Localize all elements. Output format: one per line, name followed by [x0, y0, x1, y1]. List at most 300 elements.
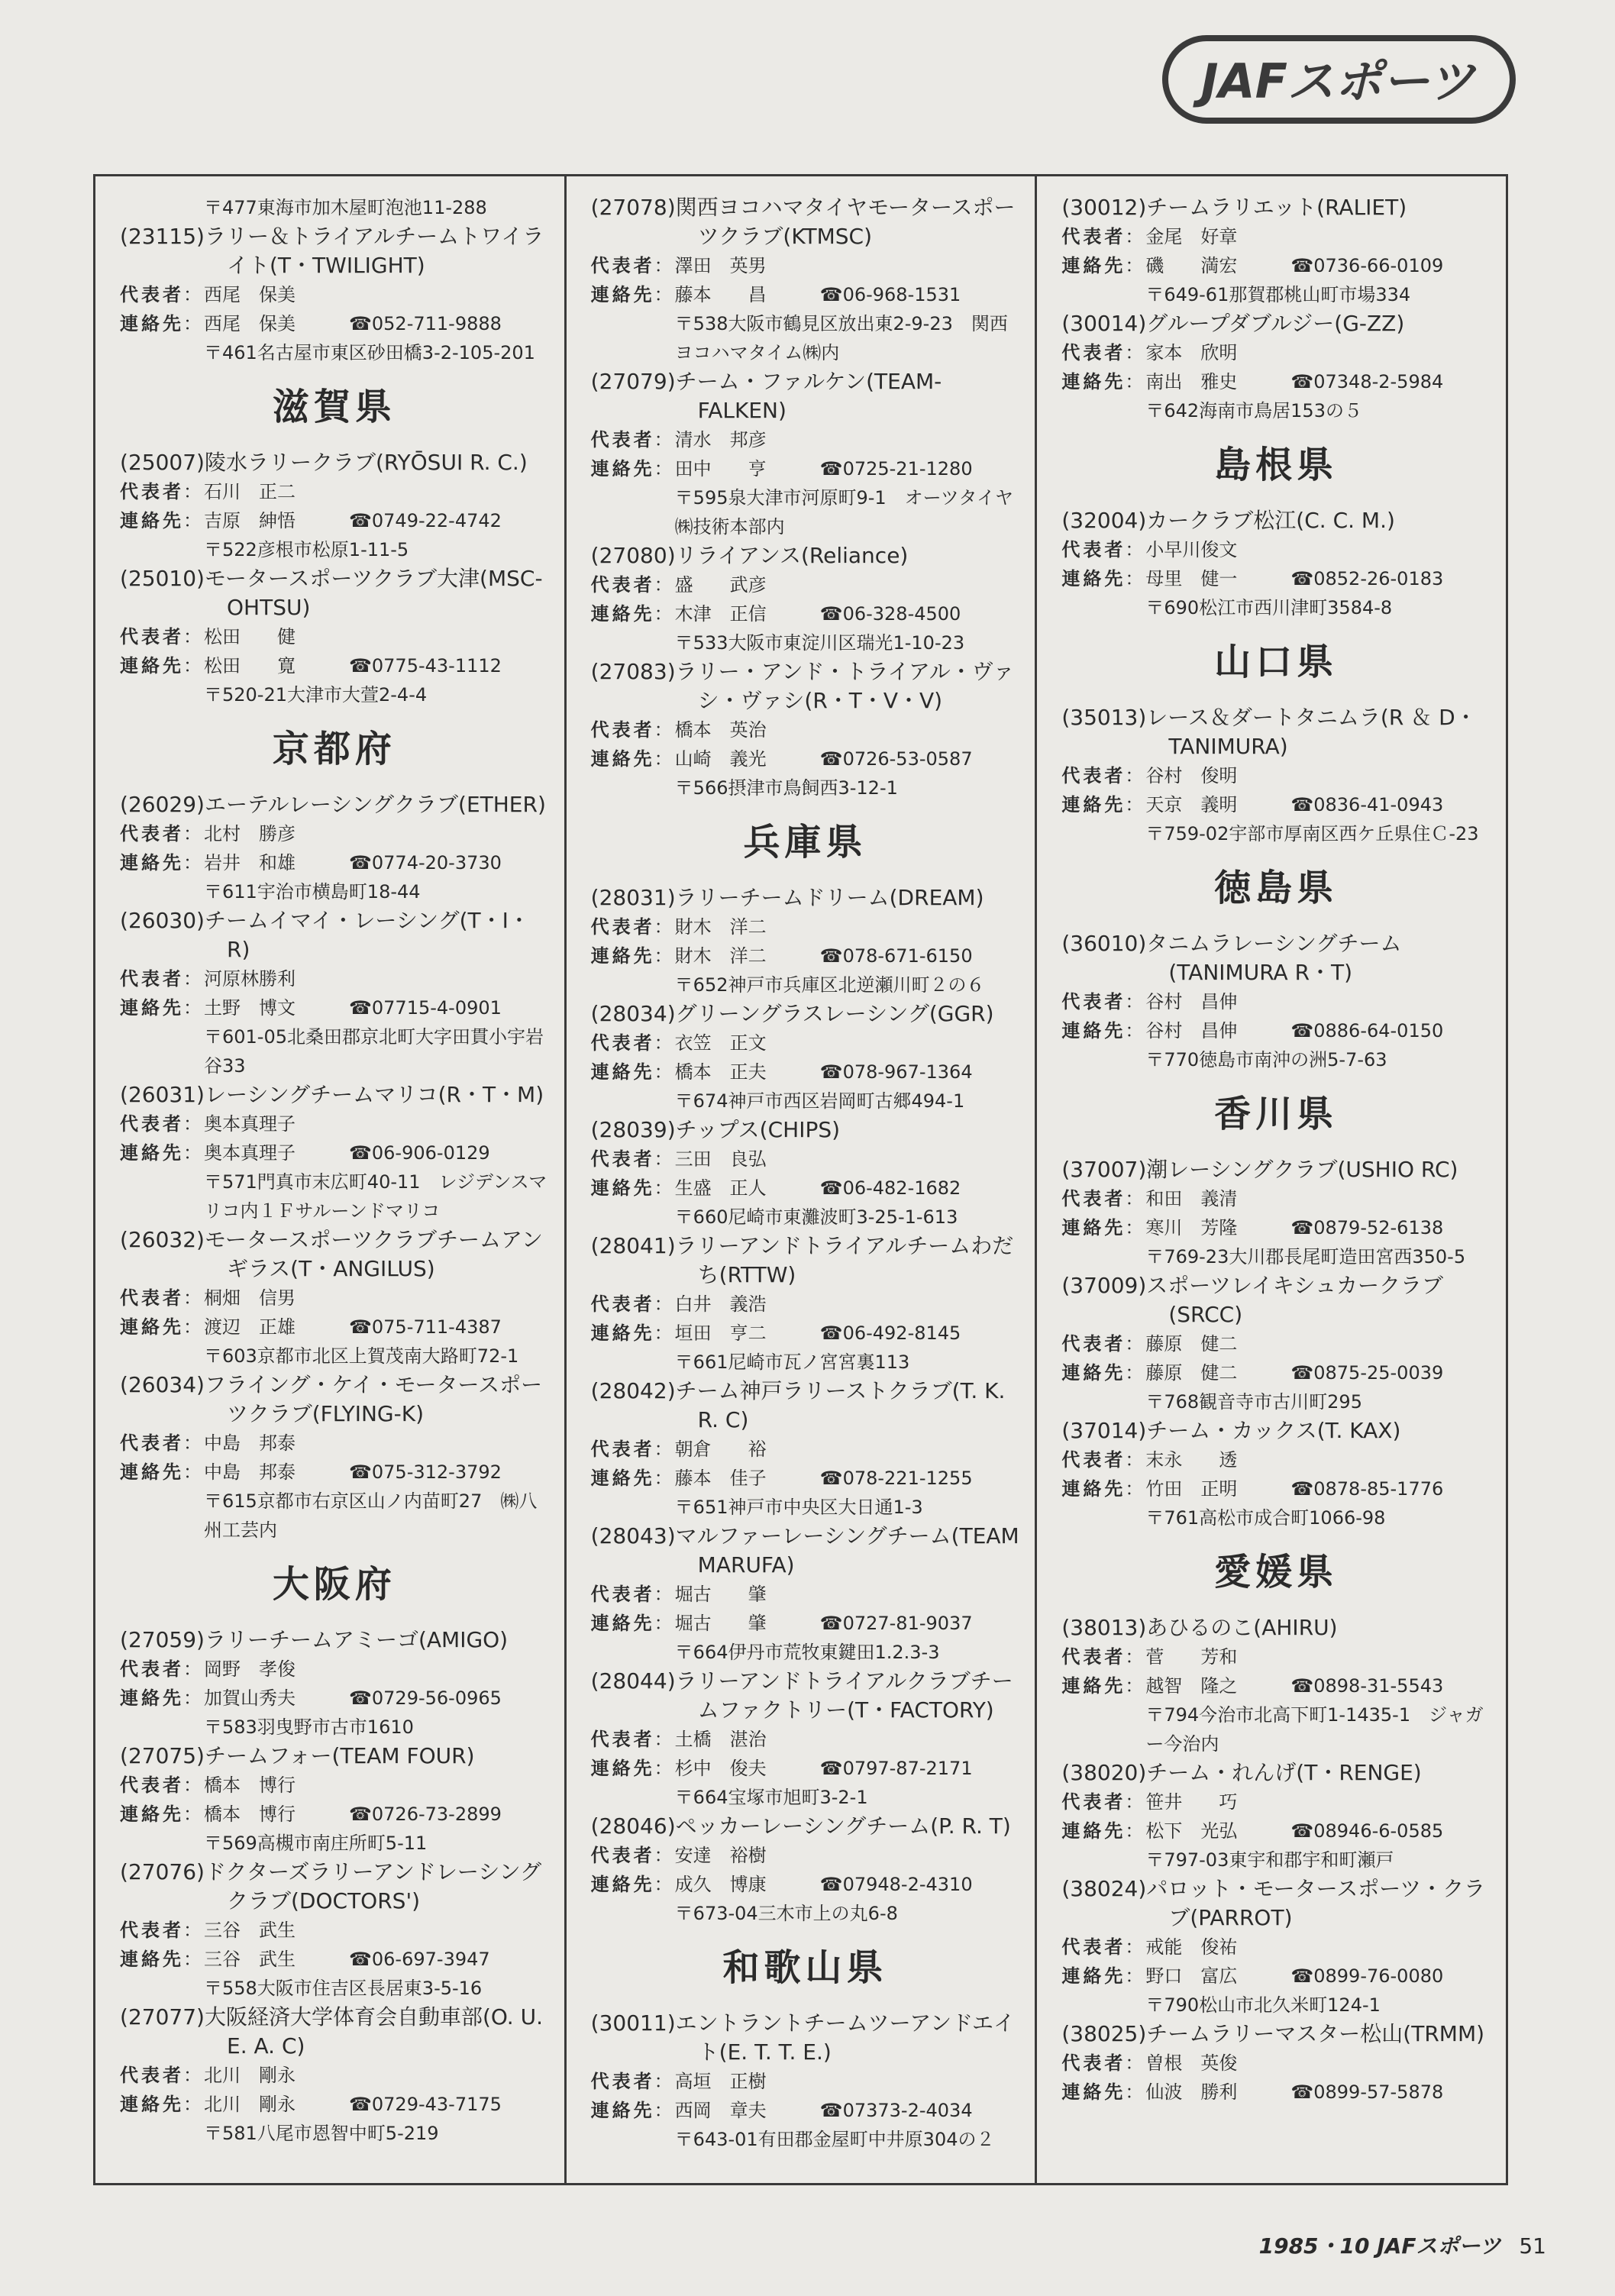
club-code-number: 28034 — [599, 1001, 667, 1026]
phone-number: ☎0879-52-6138 — [1290, 1217, 1444, 1238]
club-entry — [120, 790, 549, 906]
phone-number: ☎0797-87-2171 — [819, 1758, 973, 1779]
club-name — [591, 1232, 1020, 1290]
contact-name: 岩井 和雄 — [204, 852, 296, 874]
separator: ： — [654, 429, 673, 450]
club-code: (26034) — [120, 1372, 205, 1397]
address: 〒673-04三木市上の丸6-8 — [674, 1903, 898, 1924]
phone-number: ☎06-328-4500 — [819, 603, 961, 625]
representative-label: 代表者 — [1061, 1333, 1123, 1355]
separator: ： — [1125, 1478, 1144, 1500]
contact-name: 成久 博康 — [674, 1874, 767, 1895]
address: 〒522彦根市松原1-11-5 — [204, 539, 409, 560]
separator: ： — [654, 574, 673, 596]
separator: ： — [183, 1287, 202, 1309]
contact-name: 橋本 正夫 — [674, 1061, 767, 1083]
contact-label: 連絡先 — [1061, 1478, 1123, 1500]
contact-label: 連絡先 — [590, 945, 652, 967]
separator: ： — [654, 255, 673, 276]
separator: ： — [1125, 226, 1144, 247]
club-title: エーテルレーシングクラブ(ETHER) — [204, 792, 546, 817]
separator: ： — [183, 1142, 202, 1164]
representative-row — [591, 1725, 1020, 1754]
club-title: ラリー＆トライアルチームトワイライト(T・TWILIGHT) — [204, 224, 544, 278]
separator: ： — [183, 1461, 202, 1483]
contact-label: 連絡先 — [590, 458, 652, 480]
footer-issue: 1985・10 JAFスポーツ — [1258, 2233, 1501, 2259]
contact-name: 西尾 保美 — [204, 313, 296, 334]
club-code: (38020) — [1061, 1760, 1147, 1785]
phone-number: ☎06-697-3947 — [349, 1949, 490, 1970]
separator: ： — [183, 1774, 202, 1796]
contact-row — [1061, 251, 1491, 280]
phone-number: ☎0852-26-0183 — [1290, 568, 1444, 589]
separator: ： — [1125, 1936, 1144, 1958]
representative-row — [591, 912, 1020, 941]
separator: ： — [654, 1439, 673, 1460]
representative-name: 橋本 英治 — [674, 719, 767, 741]
contact-label: 連絡先 — [1061, 1217, 1123, 1238]
separator: ： — [183, 510, 202, 531]
phone-number: ☎0775-43-1112 — [349, 655, 502, 677]
representative-row — [591, 1145, 1020, 1174]
representative-label: 代表者 — [120, 823, 181, 844]
representative-row — [1061, 1445, 1491, 1474]
representative-label: 代表者 — [590, 2071, 652, 2092]
separator: ： — [183, 313, 202, 334]
representative-label: 代表者 — [590, 1729, 652, 1750]
representative-name: 橋本 博行 — [204, 1774, 296, 1796]
club-name — [591, 1667, 1020, 1725]
club-name — [591, 1377, 1020, 1435]
representative-row — [120, 477, 549, 506]
separator: ： — [183, 823, 202, 844]
contact-name: 寒川 芳隆 — [1145, 1217, 1238, 1238]
separator: ： — [1125, 1333, 1144, 1355]
club-name — [120, 1858, 549, 1916]
club-title: カークラブ松江(C. C. M.) — [1146, 508, 1395, 533]
separator: ： — [183, 1920, 202, 1941]
contact-name: 渡辺 正雄 — [204, 1316, 296, 1338]
representative-label: 代表者 — [1061, 1791, 1123, 1813]
separator: ： — [1125, 2081, 1144, 2103]
club-code: (26029) — [120, 792, 205, 817]
club-name — [591, 1522, 1020, 1580]
club-name — [120, 1080, 549, 1109]
phone-number: ☎07948-2-4310 — [819, 1874, 973, 1895]
separator: ： — [183, 852, 202, 874]
club-title: ペッカーレーシングチーム(P. R. T) — [675, 1813, 1011, 1839]
club-name — [1061, 1155, 1491, 1184]
representative-label: 代表者 — [590, 1293, 652, 1315]
contact-name: 財木 洋二 — [674, 945, 767, 967]
club-title: チーム・ファルケン(TEAM-FALKEN) — [675, 369, 942, 423]
club-name — [591, 999, 1020, 1029]
address: 〒794今治市北高下町1-1435-1 ジャガー今治内 — [1145, 1704, 1484, 1755]
club-title: ラリーチームアミーゴ(AMIGO) — [204, 1627, 509, 1652]
club-code-number: 27076 — [128, 1859, 197, 1884]
club-code: (28046) — [590, 1813, 676, 1839]
club-entry — [120, 1080, 549, 1226]
club-title: 大阪経済大学体育会自動車部(O. U. E. A. C) — [204, 2004, 543, 2059]
club-entry — [591, 999, 1020, 1116]
contact-name: 松田 寛 — [204, 655, 296, 677]
contact-label: 連絡先 — [590, 748, 652, 770]
contact-row — [120, 993, 549, 1022]
representative-row — [120, 280, 549, 309]
club-code-number: 28046 — [599, 1813, 667, 1839]
club-title: 潮レーシングクラブ(USHIO RC) — [1146, 1157, 1458, 1182]
contact-label: 連絡先 — [590, 1468, 652, 1489]
contact-name: 生盛 正人 — [674, 1177, 767, 1199]
representative-label: 代表者 — [120, 284, 181, 305]
club-code-number: 38025 — [1070, 2021, 1139, 2046]
contact-row — [1061, 564, 1491, 593]
representative-name: 安達 裕樹 — [674, 1845, 767, 1866]
club-name — [1061, 1875, 1491, 1933]
contact-row — [591, 280, 1020, 309]
club-code-number: 30014 — [1070, 311, 1139, 336]
club-code: (35013) — [1061, 705, 1147, 730]
contact-name: 磯 満宏 — [1145, 255, 1238, 276]
representative-label: 代表者 — [1061, 991, 1123, 1012]
club-code: (27076) — [120, 1859, 205, 1884]
contact-name: 橋本 博行 — [204, 1804, 296, 1825]
phone-number: ☎06-968-1531 — [819, 284, 961, 305]
separator: ： — [654, 1584, 673, 1605]
address: 〒790松山市北久米町124-1 — [1145, 1994, 1381, 2016]
club-title: スポーツレイキシュカークラブ(SRCC) — [1146, 1273, 1443, 1327]
club-title: グループダブルジー(G-ZZ) — [1146, 311, 1405, 336]
contact-label: 連絡先 — [590, 1874, 652, 1895]
club-name — [120, 448, 549, 477]
club-code-number: 28043 — [599, 1523, 667, 1548]
contact-row — [591, 1754, 1020, 1783]
representative-row — [591, 1290, 1020, 1319]
contact-label: 連絡先 — [590, 1613, 652, 1634]
prefecture-heading: 兵庫県 — [743, 821, 867, 864]
separator: ： — [654, 1032, 673, 1054]
representative-name: 谷村 俊明 — [1145, 765, 1238, 786]
club-title: レーシングチームマリコ(R・T・M) — [204, 1082, 544, 1107]
contact-label: 連絡先 — [1061, 2081, 1123, 2103]
representative-row — [591, 251, 1020, 280]
phone-number: ☎0898-31-5543 — [1290, 1675, 1444, 1697]
club-entry — [1061, 1613, 1491, 1758]
contact-row — [1061, 1213, 1491, 1242]
address: 〒566摂津市鳥飼西3-12-1 — [674, 777, 898, 799]
prefecture-heading: 滋賀県 — [272, 386, 396, 428]
club-title: エントラントチームツーアンドエイト(E. T. T. E.) — [675, 2010, 1015, 2065]
representative-row — [591, 1435, 1020, 1464]
separator: ： — [1125, 1675, 1144, 1697]
separator: ： — [1125, 1362, 1144, 1384]
phone-number: ☎052-711-9888 — [349, 313, 502, 334]
separator: ： — [654, 284, 673, 305]
phone-number: ☎06-492-8145 — [819, 1322, 961, 1344]
club-code-number: 37014 — [1070, 1418, 1139, 1443]
representative-label: 代表者 — [1061, 1936, 1123, 1958]
club-title: モータースポーツクラブチームアンギラス(T・ANGILUS) — [204, 1227, 543, 1281]
representative-name: 岡野 孝俊 — [204, 1658, 296, 1680]
club-entry — [591, 657, 1020, 802]
phone-number: ☎07348-2-5984 — [1290, 371, 1444, 392]
contact-row — [120, 1138, 549, 1167]
contact-row — [591, 1319, 1020, 1348]
contact-row — [1061, 1962, 1491, 1991]
contact-label: 連絡先 — [1061, 1362, 1123, 1384]
club-title: あひるのこ(AHIRU) — [1146, 1615, 1338, 1640]
address: 〒611宇治市横島町18-44 — [204, 881, 421, 903]
club-title: 関西ヨコハマタイヤモータースポーツクラブ(KTMSC) — [675, 195, 1016, 249]
representative-row — [1061, 1329, 1491, 1358]
phone-number: ☎078-671-6150 — [819, 945, 973, 967]
contact-name: 田中 亨 — [674, 458, 767, 480]
separator: ： — [654, 1613, 673, 1634]
contact-label: 連絡先 — [1061, 1820, 1123, 1842]
contact-label: 連絡先 — [590, 1177, 652, 1199]
contact-label: 連絡先 — [590, 1758, 652, 1779]
club-code: (30011) — [590, 2010, 676, 2036]
club-code-number: 32004 — [1070, 508, 1139, 533]
separator: ： — [654, 748, 673, 770]
representative-row — [1061, 1933, 1491, 1962]
club-code: (30014) — [1061, 311, 1147, 336]
contact-row — [1061, 1671, 1491, 1700]
club-entry — [120, 564, 549, 709]
club-name — [120, 1226, 549, 1284]
representative-row — [591, 715, 1020, 744]
address: 〒571門真市末広町40-11 レジデンスマリコ内１Ｆサルーンドマリコ — [204, 1171, 547, 1222]
separator: ： — [654, 916, 673, 938]
club-entry — [1061, 309, 1491, 425]
address: 〒769-23大川郡長尾町造田宮西350-5 — [1145, 1246, 1466, 1267]
contact-row — [591, 744, 1020, 773]
club-code: (27075) — [120, 1743, 205, 1768]
separator: ： — [654, 1148, 673, 1170]
club-code: (28034) — [590, 1001, 676, 1026]
contact-row — [1061, 1016, 1491, 1045]
address: 〒642海南市鳥居153の５ — [1145, 400, 1362, 421]
contact-label: 連絡先 — [120, 1316, 181, 1338]
contact-name: 南出 雅史 — [1145, 371, 1238, 392]
club-code-number: 35013 — [1070, 705, 1139, 730]
representative-row — [120, 1771, 549, 1800]
representative-row — [591, 1580, 1020, 1609]
contact-name: 北川 剛永 — [204, 2094, 296, 2115]
representative-row — [120, 622, 549, 651]
address: 〒538大阪市鶴見区放出東2-9-23 関西ヨコハマタイム㈱内 — [674, 313, 1008, 363]
contact-row — [1061, 790, 1491, 819]
club-code-number: 27077 — [128, 2004, 197, 2030]
contact-row — [1061, 2078, 1491, 2107]
club-code-number: 26030 — [128, 908, 197, 933]
contact-label: 連絡先 — [120, 2094, 181, 2115]
representative-name: 金尾 好章 — [1145, 226, 1238, 247]
representative-label: 代表者 — [590, 1845, 652, 1866]
contact-name: 竹田 正明 — [1145, 1478, 1238, 1500]
club-code: (27078) — [590, 195, 676, 220]
club-entry — [120, 1742, 549, 1858]
separator: ： — [183, 2065, 202, 2086]
club-title: グリーングラスレーシング(GGR) — [675, 1001, 994, 1026]
separator: ： — [183, 1804, 202, 1825]
representative-name: 戒能 俊祐 — [1145, 1936, 1238, 1958]
separator: ： — [183, 481, 202, 502]
representative-name: 財木 洋二 — [674, 916, 767, 938]
separator: ： — [654, 1874, 673, 1895]
club-code-number: 27079 — [599, 369, 667, 394]
club-entry — [1061, 1875, 1491, 2020]
address: 〒601-05北桑田郡京北町大字田貫小宇岩谷33 — [204, 1026, 544, 1077]
representative-label: 代表者 — [590, 916, 652, 938]
club-entry — [1061, 1271, 1491, 1416]
contact-row — [120, 1684, 549, 1713]
representative-row — [120, 819, 549, 848]
club-code-number: 27083 — [599, 659, 667, 684]
phone-number: ☎078-221-1255 — [819, 1468, 973, 1489]
club-title: ラリーアンドトライアルクラブチームファクトリー(T・FACTORY) — [675, 1668, 1013, 1723]
representative-label: 代表者 — [120, 1287, 181, 1309]
club-code-number: 26029 — [128, 792, 197, 817]
contact-row — [591, 1609, 1020, 1638]
address: 〒661尼崎市瓦ノ宮宮裏113 — [674, 1351, 910, 1373]
representative-name: 三谷 武生 — [204, 1920, 296, 1941]
representative-label: 代表者 — [1061, 1188, 1123, 1209]
separator: ： — [1125, 1449, 1144, 1471]
contact-row — [591, 941, 1020, 970]
club-entry — [1061, 1758, 1491, 1875]
representative-label: 代表者 — [120, 1432, 181, 1454]
representative-label: 代表者 — [120, 626, 181, 647]
representative-name: 盛 武彦 — [674, 574, 767, 596]
contact-name: 吉原 紳悟 — [204, 510, 296, 531]
address: 〒674神戸市西区岩岡町古郷494-1 — [674, 1090, 965, 1112]
separator: ： — [1125, 1791, 1144, 1813]
club-name — [1061, 506, 1491, 535]
club-code: (28044) — [590, 1668, 676, 1694]
representative-name: 三田 良弘 — [674, 1148, 767, 1170]
address: 〒558大阪市住吉区長居東3-5-16 — [204, 1978, 483, 1999]
contact-label: 連絡先 — [120, 1461, 181, 1483]
club-code: (38013) — [1061, 1615, 1147, 1640]
club-entry — [591, 2009, 1020, 2154]
representative-row — [120, 1284, 549, 1313]
phone-number: ☎0749-22-4742 — [349, 510, 502, 531]
address: 〒660尼崎市東灘波町3-25-1-613 — [674, 1206, 958, 1228]
representative-name: 小早川俊文 — [1145, 539, 1238, 560]
contact-name: 藤原 健二 — [1145, 1362, 1238, 1384]
contact-name: 垣田 亨二 — [674, 1322, 767, 1344]
separator: ： — [183, 1949, 202, 1970]
contact-row — [1061, 1358, 1491, 1387]
club-code: (28039) — [590, 1117, 676, 1142]
contact-row — [120, 506, 549, 535]
separator: ： — [654, 603, 673, 625]
separator: ： — [183, 2094, 202, 2115]
separator: ： — [654, 1293, 673, 1315]
club-code: (26030) — [120, 908, 205, 933]
logo-text: JAFスポーツ — [1200, 53, 1475, 109]
separator: ： — [1125, 539, 1144, 560]
club-entry — [1061, 1155, 1491, 1271]
club-entry — [591, 1116, 1020, 1232]
club-name — [120, 790, 549, 819]
representative-name: 家本 欣明 — [1145, 342, 1238, 363]
page-number: 51 — [1519, 2233, 1546, 2259]
club-title: チームラリエット(RALIET) — [1146, 195, 1407, 220]
representative-row — [591, 425, 1020, 454]
separator: ： — [654, 719, 673, 741]
club-code: (32004) — [1061, 508, 1147, 533]
column-2 — [564, 176, 1035, 2183]
representative-row — [1061, 535, 1491, 564]
club-code: (37014) — [1061, 1418, 1147, 1443]
contact-row — [120, 1313, 549, 1342]
club-title: チーム・カックス(T. KAX) — [1146, 1418, 1401, 1443]
representative-name: 西尾 保美 — [204, 284, 296, 305]
contact-row — [1061, 1474, 1491, 1503]
contact-name: 中島 邦泰 — [204, 1461, 296, 1483]
club-entry — [591, 193, 1020, 367]
contact-name: 西岡 章夫 — [674, 2100, 767, 2121]
club-title: フライング・ケイ・モータースポーツクラブ(FLYING-K) — [204, 1372, 543, 1426]
contact-row — [120, 2090, 549, 2119]
address: 〒770徳島市南沖の洲5-7-63 — [1145, 1049, 1387, 1070]
contact-label: 連絡先 — [1061, 255, 1123, 276]
club-name — [591, 193, 1020, 251]
representative-row — [1061, 222, 1491, 251]
prefecture-heading: 香川県 — [1214, 1093, 1339, 1135]
club-code: (30012) — [1061, 195, 1147, 220]
representative-name: 高垣 正樹 — [674, 2071, 767, 2092]
club-code-number: 37009 — [1070, 1273, 1139, 1298]
separator: ： — [183, 1432, 202, 1454]
contact-row — [120, 1458, 549, 1487]
representative-label: 代表者 — [1061, 2052, 1123, 2074]
separator: ： — [1125, 1217, 1144, 1238]
club-title: マルファーレーシングチーム(TEAM MARUFA) — [675, 1523, 1019, 1577]
club-code-number: 27078 — [599, 195, 667, 220]
club-code-number: 30011 — [599, 2010, 667, 2036]
club-name — [120, 2003, 549, 2061]
club-name — [591, 1812, 1020, 1841]
representative-name: 中島 邦泰 — [204, 1432, 296, 1454]
club-code: (38024) — [1061, 1876, 1147, 1901]
club-entry — [120, 1626, 549, 1742]
club-name — [1061, 703, 1491, 761]
contact-name: 仙波 勝利 — [1145, 2081, 1238, 2103]
prefecture-heading: 徳島県 — [1214, 867, 1339, 909]
address-line: 〒477東海市加木屋町泡池11-288 — [204, 197, 487, 218]
contact-label: 連絡先 — [1061, 1675, 1123, 1697]
contact-label: 連絡先 — [1061, 568, 1123, 589]
club-entry — [120, 1858, 549, 2003]
club-entry — [120, 448, 549, 564]
prefecture-heading: 京都府 — [272, 728, 396, 770]
contact-name: 加賀山秀夫 — [204, 1687, 296, 1709]
contact-name: 山崎 義光 — [674, 748, 767, 770]
contact-row — [591, 1464, 1020, 1493]
separator: ： — [654, 1061, 673, 1083]
club-title: チームイマイ・レーシング(T・I・R) — [204, 908, 530, 962]
contact-row — [591, 599, 1020, 628]
representative-label: 代表者 — [1061, 1646, 1123, 1668]
address: 〒533大阪市東淀川区瑞光1-10-23 — [674, 632, 965, 654]
club-entry — [120, 2003, 549, 2148]
representative-label: 代表者 — [590, 1032, 652, 1054]
club-code: (26031) — [120, 1082, 205, 1107]
